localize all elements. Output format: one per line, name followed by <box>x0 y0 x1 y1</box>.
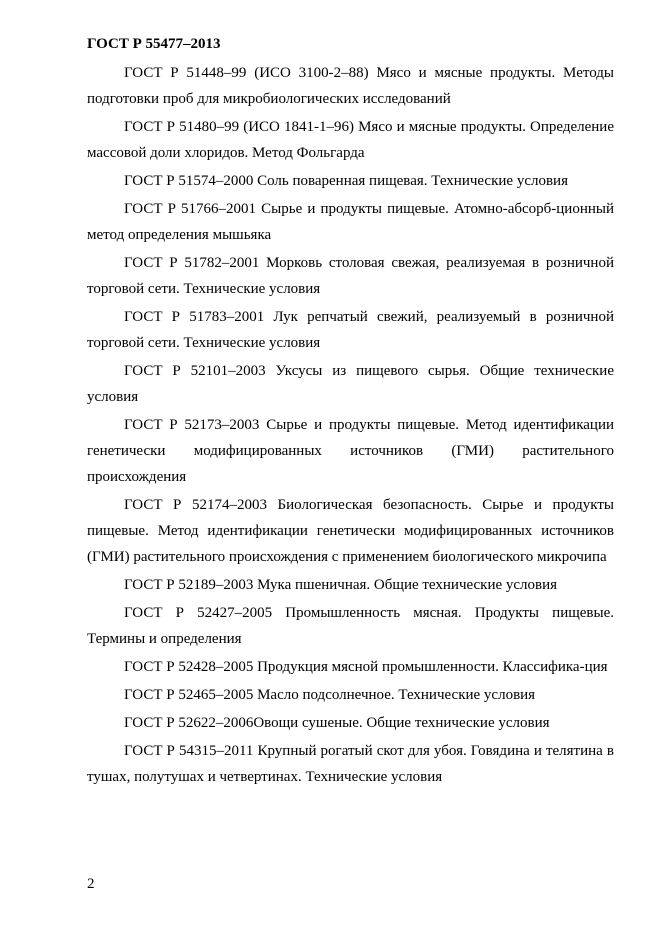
reference-item: ГОСТ Р 52465–2005 Масло подсолнечное. Технические условия <box>124 687 536 703</box>
reference-item: ГОСТ Р 51480–99 (ИСО 1841-1–96) Мясо и мясные продукты. Определение массовой доли хлоридов. Метод Фольгарда <box>87 119 614 161</box>
reference-item: ГОСТ Р 52427–2005 Промышленность мясная. Продукты пищевые. Термины и определения <box>87 605 614 647</box>
normative-references-list <box>87 60 614 792</box>
reference-item: ГОСТ Р 52428–2005 Продукция мясной промышленности. Классифика-ция <box>124 659 608 675</box>
reference-item: ГОСТ Р 52174–2003 Биологическая безопасность. Сырье и продукты пищевые. Метод идентификации генетически модифицированных источников (ГМИ) растительного происхождения с применением биологического микрочипа <box>87 497 614 565</box>
document-header: ГОСТ Р 55477–2013 <box>87 36 221 52</box>
reference-item: ГОСТ Р 51783–2001 Лук репчатый свежий, реализуемый в розничной торговой сети. Технические условия <box>87 309 614 351</box>
reference-item: ГОСТ Р 52101–2003 Уксусы из пищевого сырья. Общие технические условия <box>87 363 614 405</box>
reference-item: ГОСТ Р 51766–2001 Сырье и продукты пищевые. Атомно-абсорб-ционный метод определения мышьяка <box>87 201 614 243</box>
reference-item: ГОСТ Р 51448–99 (ИСО 3100-2–88) Мясо и мясные продукты. Методы подготовки проб для микробиологических исследований <box>87 65 614 107</box>
reference-item: ГОСТ Р 52189–2003 Мука пшеничная. Общие технические условия <box>124 577 558 593</box>
reference-item: ГОСТ Р 52173–2003 Сырье и продукты пищевые. Метод идентификации генетически модифицированных источников (ГМИ) растительного происхождения <box>87 417 614 485</box>
page-number: 2 <box>87 876 95 892</box>
reference-item: ГОСТ Р 54315–2011 Крупный рогатый скот для убоя. Говядина и телятина в тушах, полутушах и четвертинах. Технические условия <box>87 743 614 785</box>
reference-item: ГОСТ Р 51574–2000 Соль поваренная пищевая. Технические условия <box>124 173 568 189</box>
reference-item: ГОСТ Р 51782–2001 Морковь столовая свежая, реализуемая в розничной торговой сети. Технические условия <box>87 255 614 297</box>
reference-item: ГОСТ Р 52622–2006Овощи сушеные. Общие технические условия <box>124 715 550 731</box>
